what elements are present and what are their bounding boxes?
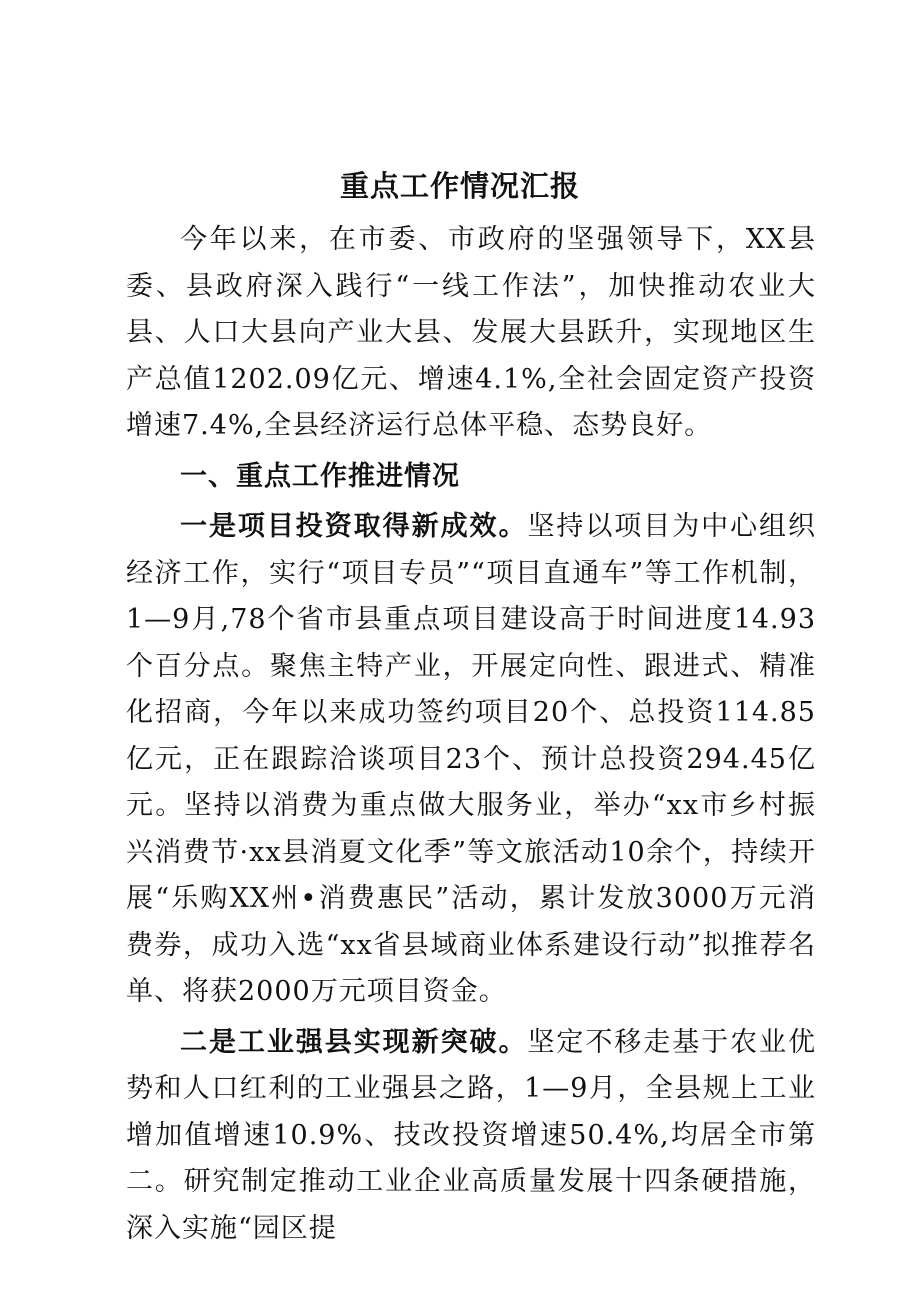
item-paragraph-2: [126, 1020, 816, 1253]
item-text-1: 坚持以项目为中心组织经济工作，实行“项目专员”“项目直通车”等工作机制，1—9月,78个省市县重点项目建设高于时间进度14.93个百分点。聚焦主特产业，开展定向性、跟进式、精准化招商，今年以来成功签约项目20个、总投资114.85亿元，正在跟踪洽谈项目23个、预计总投资294.45亿元。坚持以消费为重点做大服务业，举办“xx市乡村振兴消费节·xx县消夏文化季”等文旅活动10余个，持续开展“乐购XX州•消费惠民”活动，累计发放3000万元消费券，成功入选“xx省县域商业体系建设行动”拟推荐名单、将获2000万元项目资金。: [126, 511, 817, 1007]
section-heading: 一、重点工作推进情况: [180, 460, 460, 492]
document-body: [126, 217, 816, 1252]
intro-paragraph: 今年以来，在市委、市政府的坚强领导下，XX县委、县政府深入践行“一线工作法”，加快推动农业大县、人口大县向产业大县、发展大县跃升，实现地区生产总值1202.09亿元、增速4.1%,全社会固定资产投资增速7.4%,全县经济运行总体平稳、态势良好。: [126, 224, 816, 441]
item-text-2: 坚定不移走基于农业优势和人口红利的工业强县之路，1—9月，全县规上工业增加值增速10.9%、技改投资增速50.4%,均居全市第二。研究制定推动工业企业高质量发展十四条硬措施，深入实施“园区提: [126, 1026, 817, 1244]
item-lead-1: 一是项目投资取得新成效。: [180, 511, 528, 542]
item-lead-2: 二是工业强县实现新突破。: [180, 1026, 528, 1058]
document-title: 重点工作情况汇报: [339, 169, 580, 203]
item-paragraph-1: [126, 504, 816, 1016]
